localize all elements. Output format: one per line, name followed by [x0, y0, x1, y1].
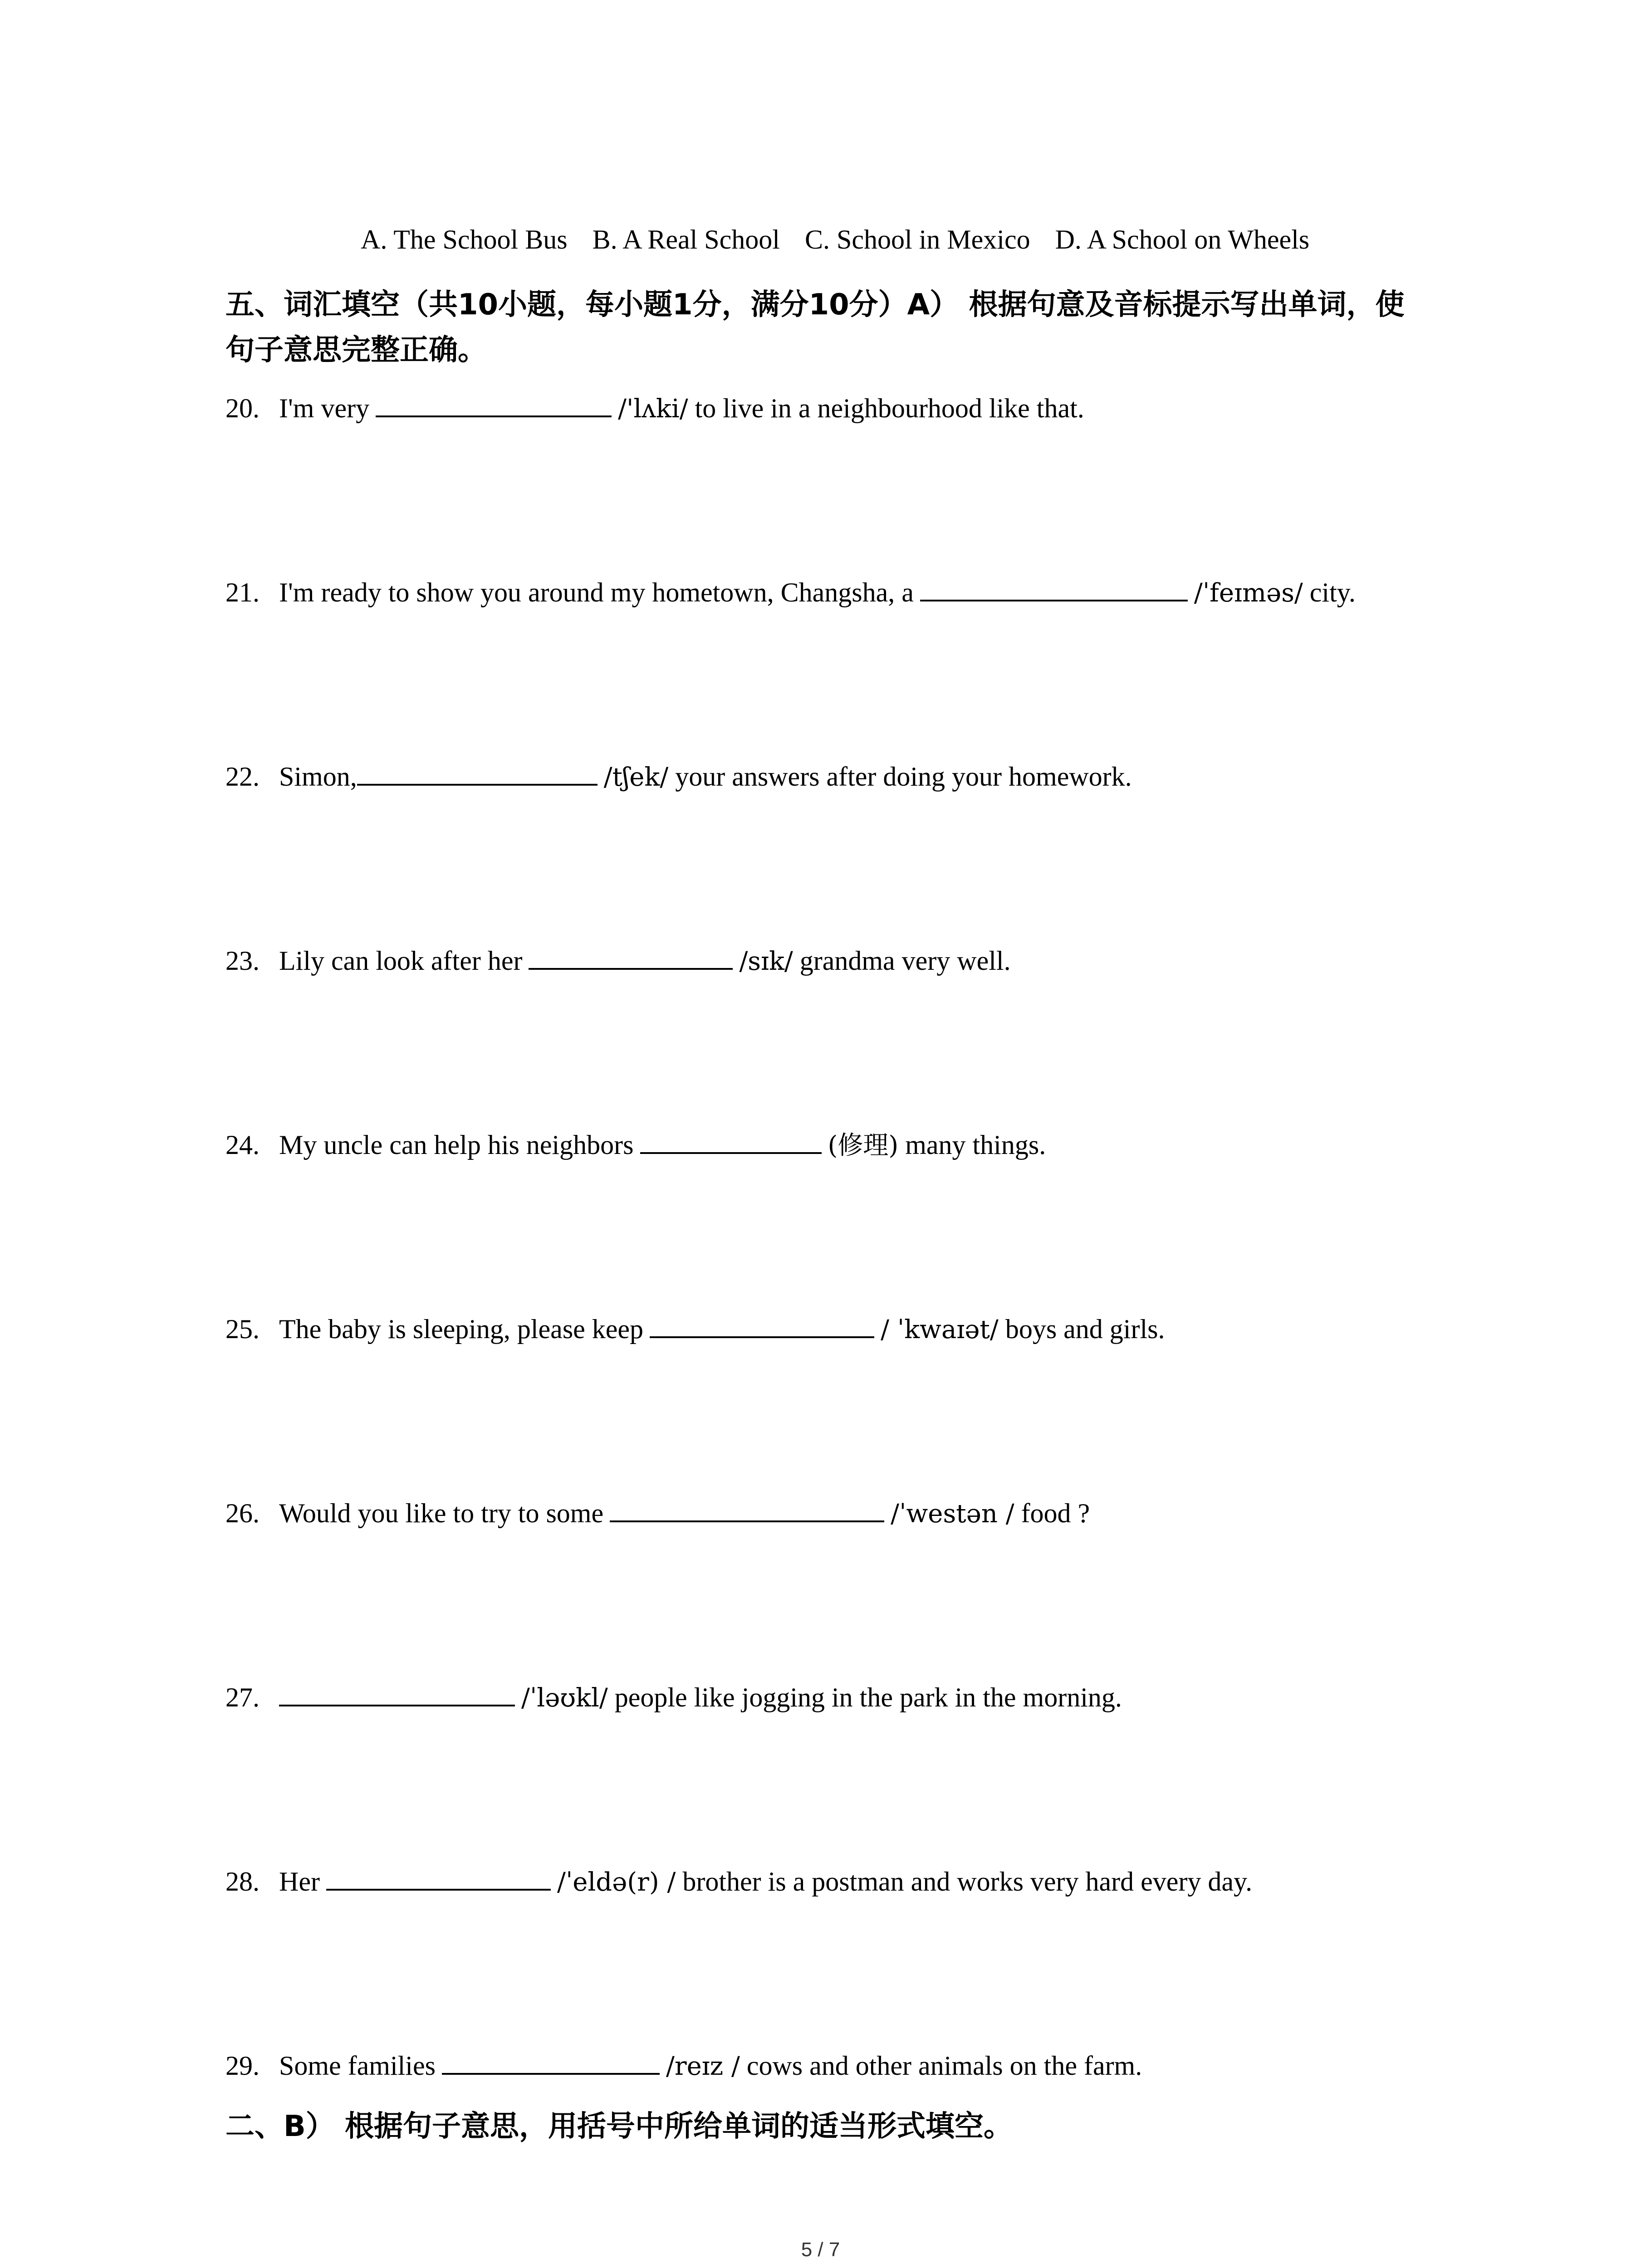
- answer-blank[interactable]: [650, 1310, 874, 1338]
- question-number: 20.: [225, 393, 260, 423]
- question-text-after: cows and other animals on the farm.: [746, 2051, 1142, 2081]
- phonetic-hint: /ˈwestən /: [891, 1499, 1014, 1529]
- question-text-after: to live in a neighbourhood like that.: [695, 393, 1084, 423]
- option-c: C. School in Mexico: [804, 225, 1030, 254]
- section-a-heading-line-2: 句子意思完整正确。: [225, 333, 487, 367]
- question-29: [225, 2047, 1142, 2085]
- question-text-before: Simon,: [279, 762, 357, 792]
- question-text-before: Would you like to try to some: [279, 1498, 604, 1528]
- question-text-after: people like jogging in the park in the morning.: [614, 1682, 1122, 1712]
- question-number: 24.: [225, 1130, 260, 1160]
- question-text-before: Her: [279, 1867, 320, 1897]
- answer-blank[interactable]: [610, 1494, 884, 1522]
- question-text-after: food ?: [1021, 1498, 1090, 1528]
- question-text-after: your answers after doing your homework.: [675, 762, 1132, 792]
- question-number: 23.: [225, 946, 260, 976]
- answer-blank[interactable]: [326, 1862, 551, 1891]
- phonetic-hint: / ˈkwaɪət/: [881, 1315, 999, 1344]
- phonetic-hint: /ˈeldə(r) /: [557, 1867, 676, 1897]
- question-number: 25.: [225, 1314, 260, 1344]
- phonetic-hint: /ˈləʊkl/: [521, 1683, 608, 1713]
- question-number: 21.: [225, 577, 260, 607]
- question-20: [225, 389, 1084, 427]
- question-22: [225, 758, 1132, 796]
- question-27: [225, 1678, 1122, 1716]
- question-number: 27.: [225, 1682, 260, 1712]
- phonetic-hint: /sɪk/: [739, 947, 793, 976]
- section-b-heading: 二、B） 根据句子意思，用括号中所给单词的适当形式填空。: [225, 2110, 1013, 2143]
- option-a: A. The School Bus: [361, 225, 568, 254]
- question-text-before: I'm ready to show you around my hometown, Changsha, a: [279, 577, 914, 607]
- answer-blank[interactable]: [529, 942, 733, 970]
- answer-blank[interactable]: [376, 389, 612, 417]
- question-text-before: Lily can look after her: [279, 946, 523, 976]
- answer-blank[interactable]: [640, 1126, 822, 1154]
- question-24: [225, 1126, 1046, 1164]
- question-number: 22.: [225, 762, 260, 792]
- question-number: 28.: [225, 1867, 260, 1897]
- question-text-after: many things.: [905, 1130, 1046, 1160]
- chinese-hint: (修理): [828, 1131, 899, 1160]
- phonetic-hint: /'lʌki/: [618, 394, 688, 424]
- question-text-before: Some families: [279, 2051, 436, 2081]
- question-number: 26.: [225, 1498, 260, 1528]
- question-number: 29.: [225, 2051, 260, 2081]
- question-23: [225, 942, 1011, 980]
- phonetic-hint: /reɪz /: [666, 2052, 740, 2081]
- question-25: [225, 1310, 1165, 1348]
- question-28: [225, 1862, 1252, 1901]
- question-text-after: boys and girls.: [1005, 1314, 1165, 1344]
- question-text-after: brother is a postman and works very hard every day.: [682, 1867, 1253, 1897]
- question-26: [225, 1494, 1090, 1532]
- answer-blank[interactable]: [442, 2047, 660, 2075]
- question-text-before: The baby is sleeping, please keep: [279, 1314, 644, 1344]
- option-d: D. A School on Wheels: [1055, 225, 1310, 254]
- phonetic-hint: /tʃek/: [603, 763, 669, 792]
- answer-options: [361, 221, 1327, 258]
- question-text-after: city.: [1309, 577, 1356, 607]
- answer-blank[interactable]: [279, 1678, 515, 1706]
- answer-blank[interactable]: [357, 758, 598, 786]
- phonetic-hint: /ˈfeɪməs/: [1194, 578, 1303, 608]
- question-text-after: grandma very well.: [799, 946, 1011, 976]
- option-b: B. A Real School: [592, 225, 780, 254]
- section-a-heading-line-1: 五、词汇填空（共10小题，每小题1分，满分10分）A） 根据句意及音标提示写出单词，使: [225, 288, 1405, 322]
- question-21: [225, 573, 1356, 611]
- answer-blank[interactable]: [920, 573, 1188, 601]
- question-text-before: I'm very: [279, 393, 370, 423]
- page-number: 5 / 7: [801, 2239, 840, 2261]
- question-text-before: My uncle can help his neighbors: [279, 1130, 634, 1160]
